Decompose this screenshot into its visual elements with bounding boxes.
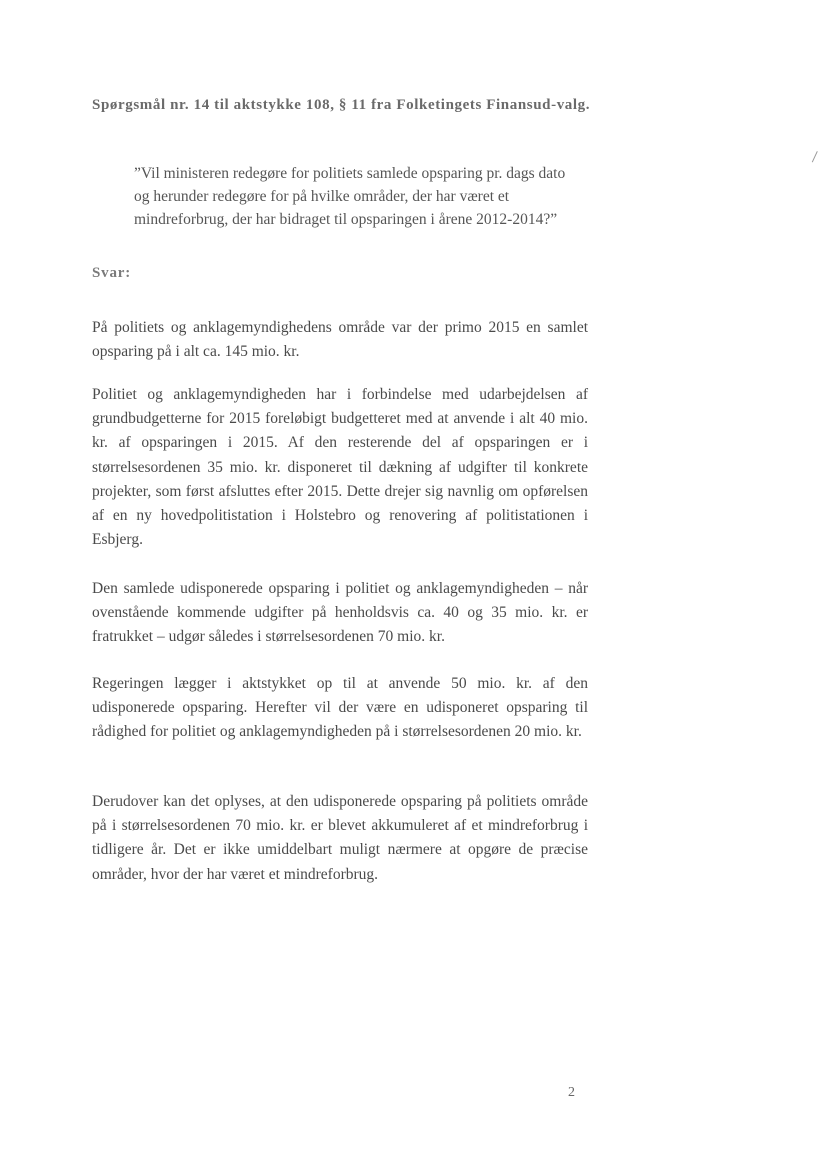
document-heading: Spørgsmål nr. 14 til aktstykke 108, § 11 fra Folketingets Finansud-valg.	[92, 97, 591, 113]
question-quote: ”Vil ministeren redegøre for politiets samlede opsparing pr. dags dato og herunder redegøre for på hvilke områder, der har været et mindreforbrug, der har bidraget til opsparingen i årene 2012-2014?”	[134, 165, 566, 228]
answer-paragraph: Politiet og anklagemyndigheden har i forbindelse med udarbejdelsen af grundbudgetterne for 2015 foreløbigt budgetteret med at anvende i alt 40 mio. kr. af opsparingen i 2015. Af den resterende del af opsparingen er i størrelsesordenen 35 mio. kr. disponeret til dækning af udgifter til konkrete projekter, som først afsluttes efter 2015. Dette drejer sig navnlig om opførelsen af en ny hovedpolitistation i Holstebro og renovering af politistationen i Esbjerg.	[92, 386, 588, 549]
margin-pen-mark	[812, 151, 823, 165]
answer-label: Svar:	[92, 265, 131, 281]
answer-paragraph: På politiets og anklagemyndighedens område var der primo 2015 en samlet opsparing på i alt ca. 145 mio. kr.	[92, 319, 588, 361]
answer-paragraph: Derudover kan det oplyses, at den udisponerede opsparing på politiets område på i størrelsesordenen 70 mio. kr. er blevet akkumuleret af et mindreforbrug i tidligere år. Det er ikke umiddelbart muligt nærmere at opgøre de præcise områder, hvor der har været et mindreforbrug.	[92, 793, 588, 883]
page-number: 2	[568, 1085, 575, 1100]
answer-paragraph: Regeringen lægger i aktstykket op til at anvende 50 mio. kr. af den udisponerede opsparing. Herefter vil der være en udisponeret opsparing til rådighed for politiet og anklagemyndigheden på i størrelsesordenen 20 mio. kr.	[92, 675, 588, 741]
answer-paragraph: Den samlede udisponerede opsparing i politiet og anklagemyndigheden – når ovenstående kommende udgifter på henholdsvis ca. 40 og 35 mio. kr. er fratrukket – udgør således i størrelsesordenen 70 mio. kr.	[92, 580, 588, 646]
